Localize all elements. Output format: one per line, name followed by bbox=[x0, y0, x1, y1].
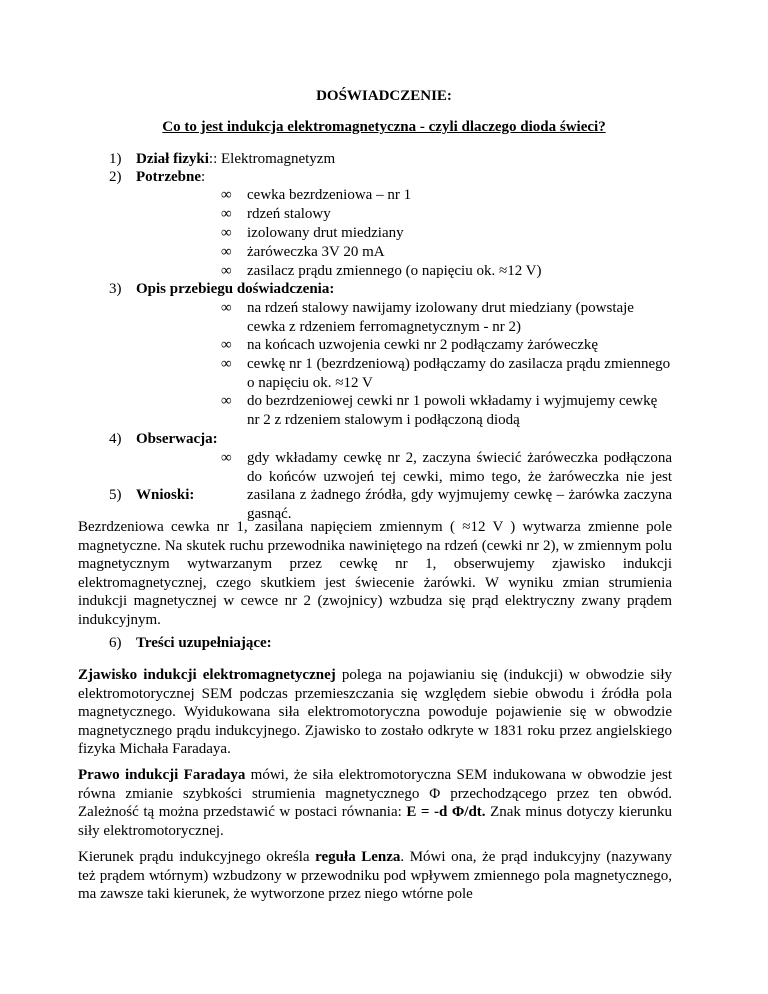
bullet-icon: ∞ bbox=[221, 225, 232, 241]
item-label: Potrzebne bbox=[136, 169, 201, 185]
observation-text: gdy wkładamy cewkę nr 2, zaczyna świecić żaróweczka podłączona do końców uzwojeń tej cewki, mimo tego, że żaróweczka nie jest zasilana z żadnego źródła, gdy wyjmujemy cewkę – żarówka zaczyna gasnąć. bbox=[247, 450, 672, 522]
item-number: 1) bbox=[109, 151, 122, 167]
bullet-icon: ∞ bbox=[221, 300, 232, 316]
item-text: :: Elektromagnetyzm bbox=[208, 151, 336, 167]
bullet-icon: ∞ bbox=[221, 187, 232, 203]
list-item: na rdzeń stalowy nawijamy izolowany drut miedziany (powstaje cewka z rdzeniem ferromagnetycznym - nr 2) bbox=[247, 300, 634, 335]
bullet-icon: ∞ bbox=[221, 244, 232, 260]
document-subtitle: Co to jest indukcja elektromagnetyczna - czyli dlaczego dioda świeci? bbox=[162, 119, 606, 135]
item-label: Treści uzupełniające: bbox=[136, 635, 272, 651]
item-number: 2) bbox=[109, 169, 122, 185]
bullet-icon: ∞ bbox=[221, 263, 232, 279]
bullet-icon: ∞ bbox=[221, 337, 232, 353]
list-item: do bezrdzeniowej cewki nr 1 powoli wkładamy i wyjmujemy cewkę nr 2 z rdzeniem stalowym i podłączoną diodą bbox=[247, 393, 658, 428]
list-item: żaróweczka 3V 20 mA bbox=[247, 244, 385, 260]
bullet-icon: ∞ bbox=[221, 356, 232, 372]
formula: E = -d Φ/dt. bbox=[406, 804, 486, 821]
conclusions-paragraph: Bezrdzeniowa cewka nr 1, zasilana napięciem zmiennym ( ≈12 V ) wytwarza zmienne pole magnetyczne. Na skutek ruchu przewodnika nawiniętego na rdzeń (cewki nr 2), w zmiennym polu magnetycznym wytwarzanym przez cewkę nr 1, obserwujemy zjawisko indukcji elektromagnetycznej, czego skutkiem jest świecenie żarówki. W wyniku zmian strumienia indukcji magnetycznej w cewce nr 2 (zwojnicy) wzbudza się prąd elektryczny zwany prądem indukcyjnym. bbox=[78, 519, 672, 628]
paragraph-induction bbox=[78, 666, 672, 759]
list-item: izolowany drut miedziany bbox=[247, 225, 404, 241]
paragraph-text: Znak minus dotyczy kierunku siły elektromotorycznej. bbox=[78, 804, 672, 839]
paragraph-faraday bbox=[78, 766, 672, 840]
bullet-icon: ∞ bbox=[221, 393, 232, 409]
list-item: na końcach uzwojenia cewki nr 2 podłączamy żaróweczkę bbox=[247, 337, 599, 353]
item-label: Wnioski: bbox=[136, 487, 195, 503]
item-number: 6) bbox=[109, 635, 122, 651]
term-bold: reguła Lenza bbox=[315, 849, 401, 865]
term-bold: Zjawisko indukcji elektromagnetycznej bbox=[78, 667, 336, 683]
item-label: Dział fizyki bbox=[136, 151, 209, 167]
paragraph-text: mówi, że siła elektromotoryczna SEM indukowana w obwodzie jest równa zmianie szybkości strumienia magnetycznego Φ przechodzącego przez ten obwód. Zależność tą można przedstawić w postaci równania: bbox=[78, 767, 672, 821]
list-item: cewkę nr 1 (bezrdzeniową) podłączamy do zasilacza prądu zmiennego o napięciu ok. ≈12 V bbox=[247, 356, 671, 391]
paragraph-text: Kierunek prądu indukcyjnego określa bbox=[78, 849, 316, 865]
item-needed bbox=[136, 168, 205, 187]
paragraph-lenz bbox=[78, 848, 672, 904]
list-item: cewka bezrdzeniowa – nr 1 bbox=[247, 187, 412, 203]
item-number: 5) bbox=[109, 487, 122, 503]
paragraph-text: . Mówi ona, że prąd indukcyjny (nazywany też prądem wtórnym) wzbudzony w przewodniku pod wpływem zmiennego pola magnetycznego, ma zawsze taki kierunek, że wytworzone przez niego wtórne pole bbox=[78, 849, 672, 903]
bullet-icon: ∞ bbox=[221, 450, 232, 466]
item-number: 4) bbox=[109, 431, 122, 447]
list-item: zasilacz prądu zmiennego (o napięciu ok. ≈12 V) bbox=[247, 263, 542, 279]
item-label: Opis przebiegu doświadczenia: bbox=[136, 281, 335, 297]
list-item: rdzeń stalowy bbox=[247, 206, 331, 222]
item-number: 3) bbox=[109, 281, 122, 297]
document-title: DOŚWIADCZENIE: bbox=[316, 88, 452, 104]
bullet-icon: ∞ bbox=[221, 206, 232, 222]
term-bold: Prawo indukcji Faradaya bbox=[78, 767, 246, 783]
item-field bbox=[136, 150, 335, 169]
item-label: Obserwacja: bbox=[136, 431, 218, 447]
paragraph-text: polega na pojawianiu się (indukcji) w obwodzie siły elektromotorycznej SEM podczas przemieszczania się względem siebie obwodu i źródła pola magnetycznego. Wyidukowana siła elektromotoryczna powoduje pojawienie się w obwodzie magnetycznego prądu indukcyjnego. Zjawisko to zostało odkryte w 1831 roku przez angielskiego fizyka Michała Faradaya. bbox=[78, 667, 672, 758]
item-text: : bbox=[200, 169, 206, 185]
